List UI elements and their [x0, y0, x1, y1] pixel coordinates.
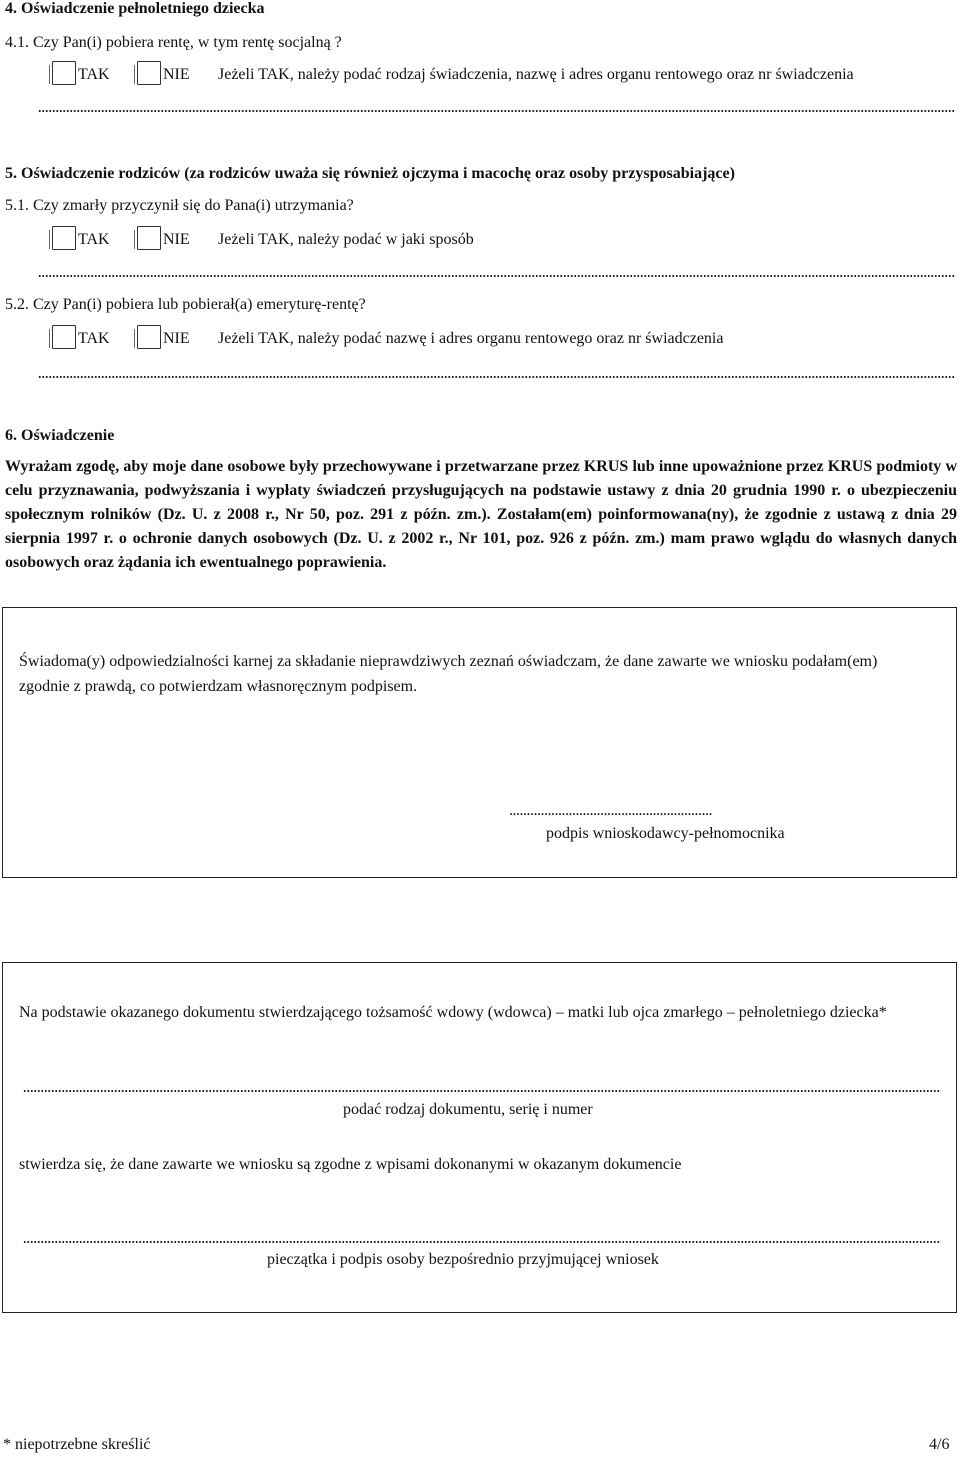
tak-label-5-1: TAK: [78, 231, 110, 248]
note-5-2: Jeżeli TAK, należy podać nazwę i adres organu rentowego oraz nr świadczenia: [218, 330, 724, 347]
answer-line-5-2[interactable]: [38, 375, 956, 379]
question-5-1: 5.1. Czy zmarły przyczynił się do Pana(i) utrzymania?: [5, 197, 354, 214]
note-5-1: Jeżeli TAK, należy podać w jaki sposób: [218, 231, 474, 248]
tak-label-5-2: TAK: [78, 330, 110, 347]
nie-checkbox-5-1[interactable]: [137, 226, 161, 250]
document-label: podać rodzaj dokumentu, serię i numer: [343, 1101, 593, 1118]
tak-checkbox-5-2[interactable]: [52, 325, 76, 349]
verification-line-2: stwierdza się, że dane zawarte we wniosku są zgodne z wpisami dokonanymi w okazanym dokumencie: [19, 1156, 682, 1173]
document-line[interactable]: [23, 1089, 941, 1093]
answer-line-5-1[interactable]: [38, 274, 956, 278]
signature-line[interactable]: ..........................................................: [509, 802, 712, 819]
section-4-heading: 4. Oświadczenie pełnoletniego dziecka: [5, 0, 265, 17]
section-5-heading: 5. Oświadczenie rodziców (za rodziców uważa się również ojczyma i macochę oraz osoby przysposabiające): [5, 165, 735, 182]
verification-box: [2, 962, 957, 1313]
stamp-label: pieczątka i podpis osoby bezpośrednio przyjmującej wniosek: [267, 1251, 659, 1268]
signature-label: podpis wnioskodawcy-pełnomocnika: [546, 825, 785, 842]
verification-line-1: Na podstawie okazanego dokumentu stwierdzającego tożsamość wdowy (wdowca) – matki lub ojca zmarłego – pełnoletniego dziecka*: [19, 1004, 887, 1021]
question-5-2: 5.2. Czy Pan(i) pobiera lub pobierał(a) emeryturę-rentę?: [5, 296, 366, 313]
nie-label-4-1: NIE: [163, 66, 190, 83]
declaration-line-1: Świadoma(y) odpowiedzialności karnej za składanie nieprawdziwych zeznań oświadczam, że dane zawarte we wniosku podałam(em): [19, 653, 878, 670]
page-number: 4/6: [929, 1436, 950, 1453]
answer-line-4-1[interactable]: [38, 109, 956, 113]
note-4-1: Jeżeli TAK, należy podać rodzaj świadczenia, nazwę i adres organu rentowego oraz nr świadczenia: [218, 66, 854, 83]
footnote: * niepotrzebne skreślić: [3, 1436, 151, 1453]
nie-checkbox-4-1[interactable]: [137, 61, 161, 85]
declaration-line-2: zgodnie z prawdą, co potwierdzam własnoręcznym podpisem.: [19, 678, 418, 695]
tak-checkbox-4-1[interactable]: [52, 61, 76, 85]
nie-checkbox-5-2[interactable]: [137, 325, 161, 349]
tak-checkbox-5-1[interactable]: [52, 226, 76, 250]
stamp-line[interactable]: [23, 1240, 941, 1244]
tak-label-4-1: TAK: [78, 66, 110, 83]
nie-label-5-1: NIE: [163, 231, 190, 248]
consent-paragraph: Wyrażam zgodę, aby moje dane osobowe były przechowywane i przetwarzane przez KRUS lub inne upoważnione przez KRUS podmioty w celu przyznawania, podwyższania i wypłaty świadczeń przysługujących na podstawie ustawy z dnia 20 grudnia 1990 r. o ubezpieczeniu społecznym rolników (Dz. U. z 2008 r., Nr 50, poz. 291 z późn. zm.). Zostałam(em) poinformowana(ny), że zgodnie z ustawą z dnia 29 sierpnia 1997 r. o ochronie danych osobowych (Dz. U. z 2002 r., Nr 101, poz. 926 z późn. zm.) mam prawo wglądu do własnych danych osobowych oraz żądania ich ewentualnego poprawienia.: [5, 458, 957, 571]
question-4-1: 4.1. Czy Pan(i) pobiera rentę, w tym rentę socjalną ?: [5, 34, 342, 51]
declaration-box: [2, 607, 957, 878]
section-6-heading: 6. Oświadczenie: [5, 427, 115, 444]
nie-label-5-2: NIE: [163, 330, 190, 347]
